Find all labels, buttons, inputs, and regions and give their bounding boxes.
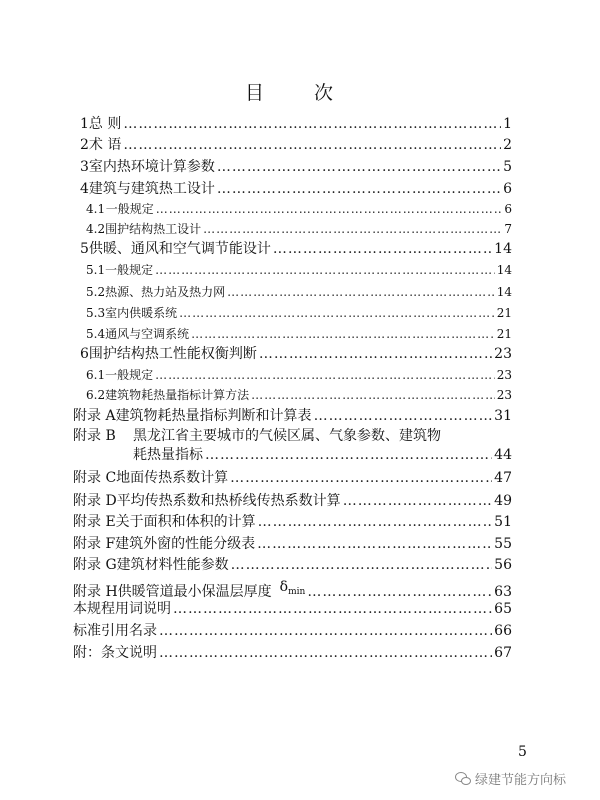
dot-leader	[231, 557, 493, 573]
toc-entry-page: 1	[503, 116, 512, 132]
toc-title: 目 次	[244, 82, 356, 104]
toc-entry	[73, 493, 512, 509]
toc-entry-continuation	[133, 447, 512, 463]
toc-entry-text: 本规程用词说明	[73, 601, 171, 617]
dot-leader	[343, 493, 492, 509]
toc-entry-number: 附录 B	[73, 428, 116, 444]
toc-entry-page: 21	[496, 306, 512, 320]
toc-entry	[73, 645, 512, 661]
toc-entry-page: 6	[503, 181, 512, 197]
toc-entry	[73, 579, 512, 600]
toc-entry	[73, 428, 441, 444]
toc-entry	[86, 262, 512, 278]
delta-min-symbol	[280, 579, 306, 600]
toc-entry-text: 地面传热系数计算	[116, 470, 229, 486]
watermark-text: 绿建节能方向标	[475, 773, 567, 788]
toc-entry	[86, 387, 512, 403]
watermark	[455, 769, 566, 788]
toc-entry	[86, 326, 512, 342]
toc-entry-page: 14	[496, 263, 512, 277]
toc-entry	[73, 514, 512, 530]
dot-leader	[159, 623, 492, 639]
toc-entry-number: 附录 A	[73, 408, 116, 424]
dot-leader	[155, 367, 495, 383]
toc-entry	[73, 470, 512, 486]
toc-entry-number: 5.1	[86, 263, 106, 277]
toc-entry-text: 建筑材料性能参数	[116, 557, 229, 573]
toc-entry	[80, 116, 512, 132]
dot-leader	[123, 137, 501, 153]
dot-leader	[191, 326, 495, 342]
toc-entry-page: 31	[494, 408, 512, 424]
toc-entry-page: 14	[496, 285, 512, 299]
toc-entry-page: 14	[494, 241, 512, 257]
toc-entry	[73, 557, 512, 573]
dot-leader	[155, 262, 495, 278]
toc-entry-text: 一般规定	[105, 368, 154, 382]
toc-entry-number: 附录 D	[73, 493, 117, 509]
toc-entry-text: 供暖、通风和空气调节能设计	[88, 241, 271, 257]
toc-entry-text: 耗热量指标	[133, 447, 203, 463]
toc-entry-page: 6	[504, 202, 512, 216]
toc-entry	[80, 346, 512, 362]
toc-entry-page: 63	[494, 584, 512, 600]
toc-entry-text: 围护结构热工性能权衡判断	[88, 346, 257, 362]
min-subscript: min	[288, 587, 306, 597]
toc-entry-number: 5.4	[86, 327, 106, 341]
dot-leader	[251, 387, 495, 403]
toc-entry-page: 66	[494, 623, 512, 639]
toc-entry-text: 热源、热力站及热力网	[105, 285, 226, 299]
toc-entry	[80, 181, 512, 197]
toc-entry-number: 1	[80, 116, 89, 132]
dot-leader	[203, 221, 502, 237]
toc-entry-number: 6	[80, 346, 89, 362]
toc-entry-text: 总 则	[88, 116, 122, 132]
toc-entry	[73, 408, 512, 424]
toc-entry-text: 建筑物耗热量指标判断和计算表	[115, 408, 312, 424]
toc-entry-text: 术 语	[88, 137, 122, 153]
toc-entry-page: 56	[494, 557, 512, 573]
toc-entry	[86, 367, 512, 383]
dot-leader	[205, 447, 492, 463]
dot-leader	[273, 241, 492, 257]
toc-entry-text: 附：条文说明	[73, 645, 157, 661]
wechat-icon	[455, 772, 471, 786]
toc-entry-text: 平均传热系数和热桥线传热系数计算	[116, 493, 341, 509]
toc-entry	[86, 201, 512, 217]
toc-entry	[86, 305, 512, 321]
dot-leader	[259, 346, 492, 362]
toc-entry-page: 2	[503, 137, 512, 153]
toc-entry	[86, 221, 512, 237]
toc-entry	[73, 536, 512, 552]
toc-entry-number: 5.3	[86, 306, 106, 320]
toc-entry-page: 55	[494, 536, 512, 552]
dot-leader	[159, 645, 492, 661]
toc-entry-text: 建筑物耗热量指标计算方法	[105, 388, 250, 402]
toc-entry-page: 7	[504, 222, 512, 236]
toc-entry-number: 3	[80, 159, 89, 175]
dot-leader	[123, 116, 501, 132]
toc-entry-page: 49	[494, 493, 512, 509]
toc-entry-number: 4	[80, 181, 89, 197]
dot-leader	[257, 536, 492, 552]
toc-entry-number: 附录 H	[73, 584, 118, 600]
toc-entry-page: 23	[496, 368, 512, 382]
dot-leader	[230, 470, 492, 486]
toc-entry-text: 供暖管道最小保温层厚度	[117, 584, 272, 600]
toc-entry-page: 23	[494, 346, 512, 362]
toc-entry-page: 51	[494, 514, 512, 530]
delta-symbol: δ	[279, 579, 289, 595]
toc-entry-number: 附录 G	[73, 557, 117, 573]
toc-entry	[80, 137, 512, 153]
toc-entry-text: 建筑与建筑热工设计	[88, 181, 215, 197]
toc-entry	[80, 159, 512, 175]
dot-leader	[173, 601, 492, 617]
toc-entry-text: 黑龙江省主要城市的气候区属、气象参数、建筑物	[133, 428, 441, 444]
dot-leader	[156, 201, 503, 217]
dot-leader	[307, 584, 492, 600]
toc-entry-text: 一般规定	[105, 202, 154, 216]
toc-entry-number: 附录 C	[73, 470, 117, 486]
toc-entry-number: 附录 E	[73, 514, 116, 530]
toc-entry-text: 室内热环境计算参数	[88, 159, 215, 175]
toc-entry	[73, 601, 512, 617]
toc-entry-number: 4.1	[86, 202, 106, 216]
toc-entry	[73, 623, 512, 639]
toc-entry-text: 建筑外窗的性能分级表	[115, 536, 256, 552]
toc-entry	[86, 284, 512, 300]
dot-leader	[314, 408, 493, 424]
dot-leader	[179, 305, 495, 321]
page-number: 5	[518, 744, 527, 760]
toc-entry-page: 47	[494, 470, 512, 486]
toc-entry-number: 5.2	[86, 285, 106, 299]
toc-entry-page: 5	[503, 159, 512, 175]
toc-entry-text: 一般规定	[105, 263, 154, 277]
dot-leader	[227, 284, 495, 300]
toc-entry-number: 2	[80, 137, 89, 153]
toc-entry-page: 65	[494, 601, 512, 617]
toc-entry-number: 附录 F	[73, 536, 116, 552]
toc-entry-page: 21	[496, 327, 512, 341]
toc-entry-number: 6.2	[86, 388, 106, 402]
toc-entry-number: 4.2	[86, 222, 106, 236]
dot-leader	[217, 159, 501, 175]
dot-leader	[217, 181, 501, 197]
toc-entry-number: 6.1	[86, 368, 106, 382]
toc-entry-text: 关于面积和体积的计算	[115, 514, 256, 530]
toc-entry-text: 室内供暖系统	[105, 306, 178, 320]
toc-entry-page: 44	[494, 447, 512, 463]
toc-entry-text: 围护结构热工设计	[105, 222, 202, 236]
toc-entry-page: 23	[496, 388, 512, 402]
toc-entry-text: 通风与空调系统	[105, 327, 190, 341]
toc-entry-page: 67	[494, 645, 512, 661]
dot-leader	[258, 514, 493, 530]
toc-entry	[80, 241, 512, 257]
toc-entry-text: 标准引用名录	[73, 623, 157, 639]
toc-entry-number: 5	[80, 241, 89, 257]
